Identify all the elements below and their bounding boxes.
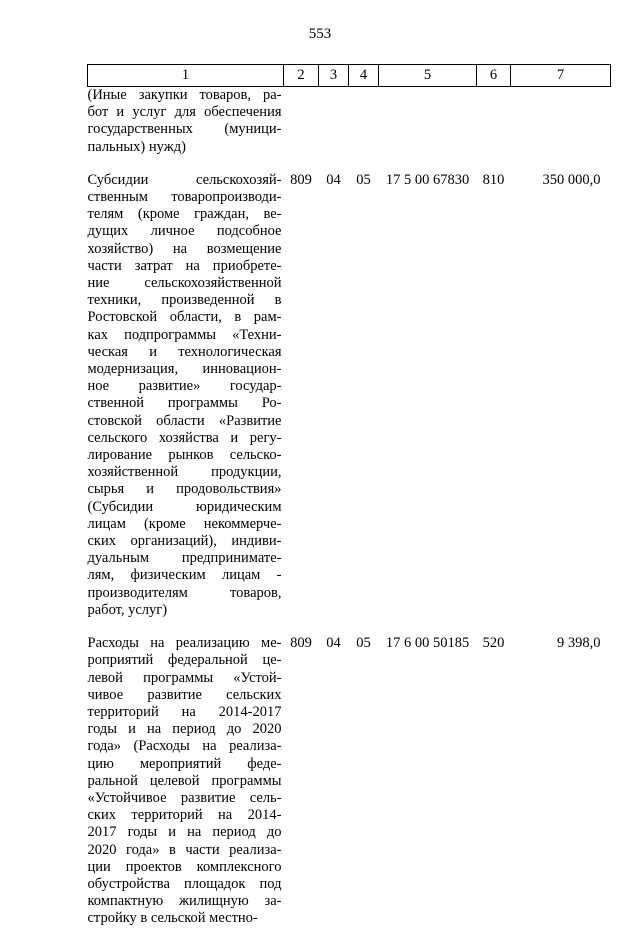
description-line: чивое развитие сельских [87,686,282,703]
description-line: телям (кроме граждан, ве- [87,206,282,223]
description-line: годы и на период до 2020 [87,721,282,738]
description-line: стовской области «Развитие [87,412,282,429]
budget-table [87,64,611,928]
description-line: «Устойчивое развитие сель- [87,789,282,806]
header-col-6: 6 [477,65,511,87]
description-line: хозяйственной продукции, [87,464,282,481]
description-line: части затрат на приобрете- [87,257,282,274]
description-line: ских организаций), индиви- [87,533,282,550]
description-line: ное развитие» государ- [87,378,282,395]
description-line: (Субсидии юридическим [87,498,282,515]
description-line: ских территорий на 2014- [87,807,282,824]
row-description [88,87,284,156]
target-article-code: 17 6 00 50185 [385,635,470,652]
description-line: 2017 годы и на период до [87,824,282,841]
expense-type-code: 810 [482,171,505,188]
description-line: сырья и продовольствия» [87,481,282,498]
description-line: роприятий федеральной це- [87,652,282,669]
description-line: бот и услуг для обеспечения [87,104,282,121]
header-col-4: 4 [349,65,379,87]
description-line: дущих личное подсобное [87,223,282,240]
amount-value: 350 000,0 [542,171,601,188]
description-line: сельского хозяйства и регу- [87,429,282,446]
description-line: обустройства площадок под [87,875,282,892]
subsection-code: 05 [356,635,371,652]
description-line: стройку в сельской местно- [87,910,258,927]
description-line: дуальным предпринимате- [87,550,282,567]
table-row [88,87,611,156]
description-line: техники, произведенной в [87,292,282,309]
table-row [88,156,611,619]
header-col-2: 2 [284,65,319,87]
description-line: ках подпрограммы «Техни- [87,326,282,343]
description-line: пальных) нужд) [87,138,186,155]
description-line: государственных (муници- [87,121,282,138]
description-line: территорий на 2014-2017 [87,703,282,720]
description-line: ральной целевой программы [87,772,282,789]
row-description [88,619,284,927]
ministry-code: 809 [290,171,312,188]
description-line: левой программы «Устой- [87,669,282,686]
description-line: ние сельскохозяйственной [87,275,282,292]
header-col-7: 7 [511,65,611,87]
row-description [88,156,284,619]
ministry-code: 809 [290,635,312,652]
description-line: Субсидии сельскохозяй- [87,171,282,188]
section-code: 04 [326,635,341,652]
header-col-5: 5 [379,65,477,87]
description-line: лицам (кроме некоммерче- [87,515,282,532]
description-line: работ, услуг) [87,601,168,618]
description-line: (Иные закупки товаров, ра- [87,87,282,103]
description-line: лям, физическим лицам - [87,567,282,584]
section-code: 04 [326,171,341,188]
description-line: ственной программы Ро- [87,395,282,412]
description-line: 2020 года» в части реализа- [87,841,282,858]
description-line: хозяйство) на возмещение [87,240,282,257]
description-line: Расходы на реализацию ме- [87,635,282,652]
description-line: ственным товаропроизводи- [87,189,282,206]
expense-type-code: 520 [482,635,505,652]
description-line: года» (Расходы на реализа- [87,738,282,755]
header-col-1: 1 [88,65,284,87]
amount-value: 9 398,0 [557,635,601,652]
description-line: ции проектов комплексного [87,858,282,875]
subsection-code: 05 [356,171,371,188]
section-code [319,87,349,156]
description-line: цию мероприятий феде- [87,755,282,772]
expense-type-code [477,87,511,156]
target-article-code: 17 5 00 67830 [385,171,470,188]
description-line: Ростовской области, в рам- [87,309,282,326]
target-article-code [379,87,477,156]
header-col-3: 3 [319,65,349,87]
description-line: производителям товаров, [87,584,282,601]
description-line: модернизация, инновацион- [87,361,282,378]
page-number: 553 [308,26,332,42]
amount-value [511,87,611,156]
subsection-code [349,87,379,156]
description-line: лирование рынков сельско- [87,447,282,464]
table-row [88,619,611,927]
description-line: ческая и технологическая [87,343,282,360]
description-line: компактную жилищную за- [87,893,282,910]
table-header-row [88,65,611,87]
ministry-code [284,87,319,156]
